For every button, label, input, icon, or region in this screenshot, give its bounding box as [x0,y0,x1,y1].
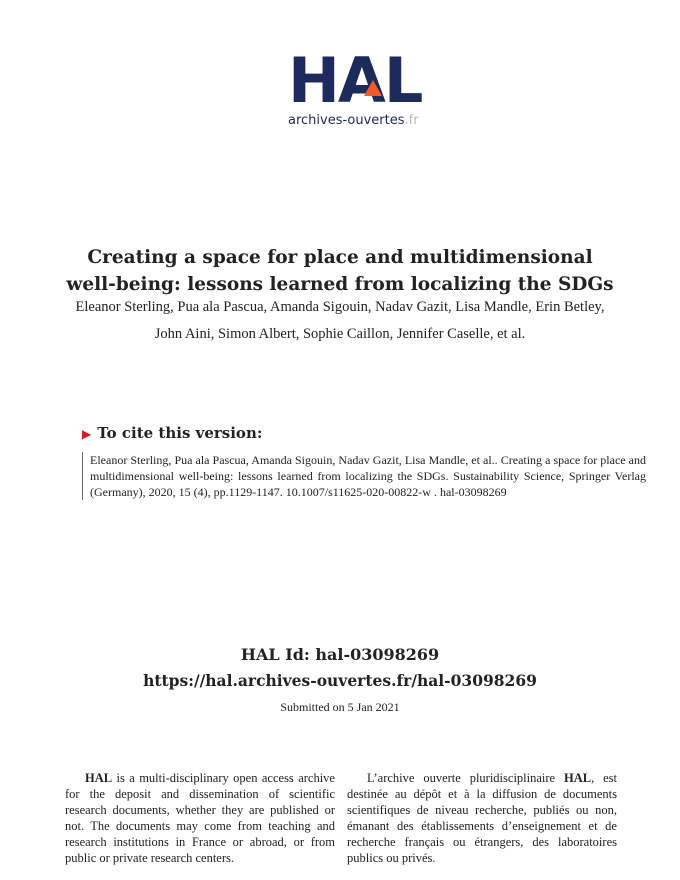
english-text: is a multi-disciplinary open access archive for the deposit and dissemination of scientific research documents, whether they are published or not. The documents may come from teaching and research institutions in France or abroad, or from public or private research centers. [65,771,335,865]
french-text: , est destinée au dépôt et à la diffusion de documents scientifiques de niveau recherche, publiés ou non, émanant des établissements d’enseignement et de recherche français ou étrangers, des laboratoires publics ou privés. [347,771,617,865]
english-hal-label: HAL [85,771,113,785]
french-pre-text: L’archive ouverte pluridisciplinaire [367,771,564,785]
cite-heading-text: To cite this version: [97,424,263,442]
hal-logo-subtitle-suffix: .fr [404,113,419,128]
triangle-right-icon: ▶ [82,427,92,441]
paper-authors: Eleanor Sterling, Pua ala Pascua, Amanda Sigouin, Nadav Gazit, Lisa Mandle, Erin Betley, John Aini, Simon Albert, Sophie Caillon, Jennifer Caselle, et al. [75,299,605,342]
hal-logo-subtitle [288,113,419,128]
hal-logo-accent-triangle [364,80,382,96]
hal-logo-text: HAL [288,44,422,117]
hal-id: HAL Id: hal-03098269 [240,645,440,664]
citation-text: Eleanor Sterling, Pua ala Pascua, Amanda Sigouin, Nadav Gazit, Lisa Mandle, et al.. Creating a space for place and multidimensional well-being: lessons learned from localizing the SDGs. Sustainability Science, Springer Verlag (Germany), 2020, 15 (4), pp.1129-1147. 10.1007/s11625-020-00822-w . hal-03098269 [82,452,646,500]
english-description [65,770,335,866]
paper-title: Creating a space for place and multidimensional well-being: lessons learned from localizing the SDGs [66,247,614,295]
submission-date: Submitted on 5 Jan 2021 [280,700,400,714]
french-hal-label: HAL [564,771,592,785]
french-description [347,770,617,866]
hal-url-link[interactable]: https://hal.archives-ouvertes.fr/hal-03098269 [143,671,537,690]
hal-logo-subtitle-main: archives-ouvertes [288,113,405,128]
cite-heading [82,424,262,442]
hal-logo [288,44,428,132]
